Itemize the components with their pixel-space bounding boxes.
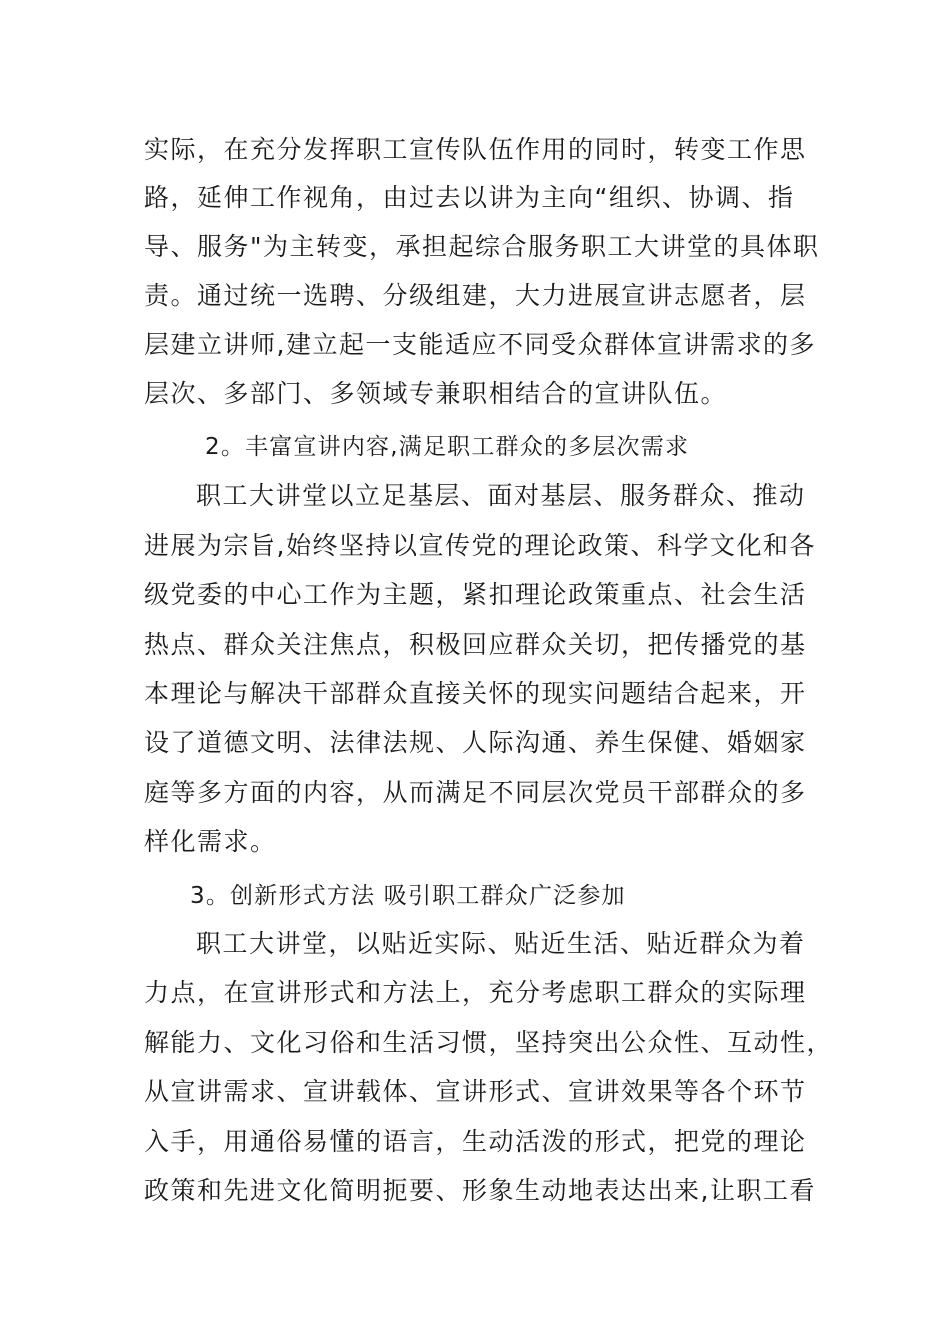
paragraph-3-line-3: 解能力、文化习俗和生活习惯，坚持突出公众性、互动性， [144, 1028, 834, 1057]
paragraph-2-line-5: 本理论与解决干部群众直接关怀的现实问题结合起来，开 [144, 679, 807, 708]
section-heading-2: 2。丰富宣讲内容,满足职工群众的多层次需求 [205, 434, 690, 460]
paragraph-2-line-4: 热点、群众关注焦点，积极回应群众关切，把传播党的基 [144, 630, 807, 659]
paragraph-3-line-5: 入手，用通俗易懂的语言，生动活泼的形式，把党的理论 [144, 1127, 807, 1156]
paragraph-3-line-1: 职工大讲堂，以贴近实际、贴近生活、贴近群众为着 [196, 929, 806, 958]
paragraph-2-line-2: 进展为宗旨,始终坚持以宣传党的理论政策、科学文化和各 [144, 531, 816, 560]
paragraph-3-line-6: 政策和先进文化简明扼要、形象生动地表达出来,让职工看 [144, 1176, 816, 1205]
paragraph-2-line-8: 样化需求。 [144, 827, 277, 856]
paragraph-1-line-3: 导、服务"为主转变，承担起综合服务职工大讲堂的具体职 [144, 232, 820, 261]
section-heading-3: 3。创新形式方法 吸引职工群众广泛参加 [190, 883, 626, 909]
paragraph-1-line-4: 责。通过统一选聘、分级组建，大力进展宣讲志愿者，层 [144, 281, 807, 310]
paragraph-2-line-1: 职工大讲堂以立足基层、面对基层、服务群众、推动 [196, 481, 806, 510]
paragraph-2-line-7: 庭等多方面的内容，从而满足不同层次党员干部群众的多 [144, 778, 807, 807]
paragraph-1-line-6: 层次、多部门、多领域专兼职相结合的宣讲队伍。 [144, 379, 728, 408]
paragraph-1-line-5: 层建立讲师,建立起一支能适应不同受众群体宣讲需求的多 [144, 330, 816, 359]
paragraph-2-line-3: 级党委的中心工作为主题，紧扣理论政策重点、社会生活 [144, 580, 807, 609]
paragraph-2-line-6: 设了道德文明、法律法规、人际沟通、养生保健、婚姻家 [144, 728, 807, 757]
paragraph-1-line-2: 路，延伸工作视角，由过去以讲为主向“组织、协调、指 [144, 183, 795, 212]
paragraph-3-line-4: 从宣讲需求、宣讲载体、宣讲形式、宣讲效果等各个环节 [144, 1077, 807, 1106]
paragraph-3-line-2: 力点，在宣讲形式和方法上，充分考虑职工群众的实际理 [144, 978, 807, 1007]
paragraph-1-line-1: 实际，在充分发挥职工宣传队伍作用的同时，转变工作思 [144, 135, 807, 164]
